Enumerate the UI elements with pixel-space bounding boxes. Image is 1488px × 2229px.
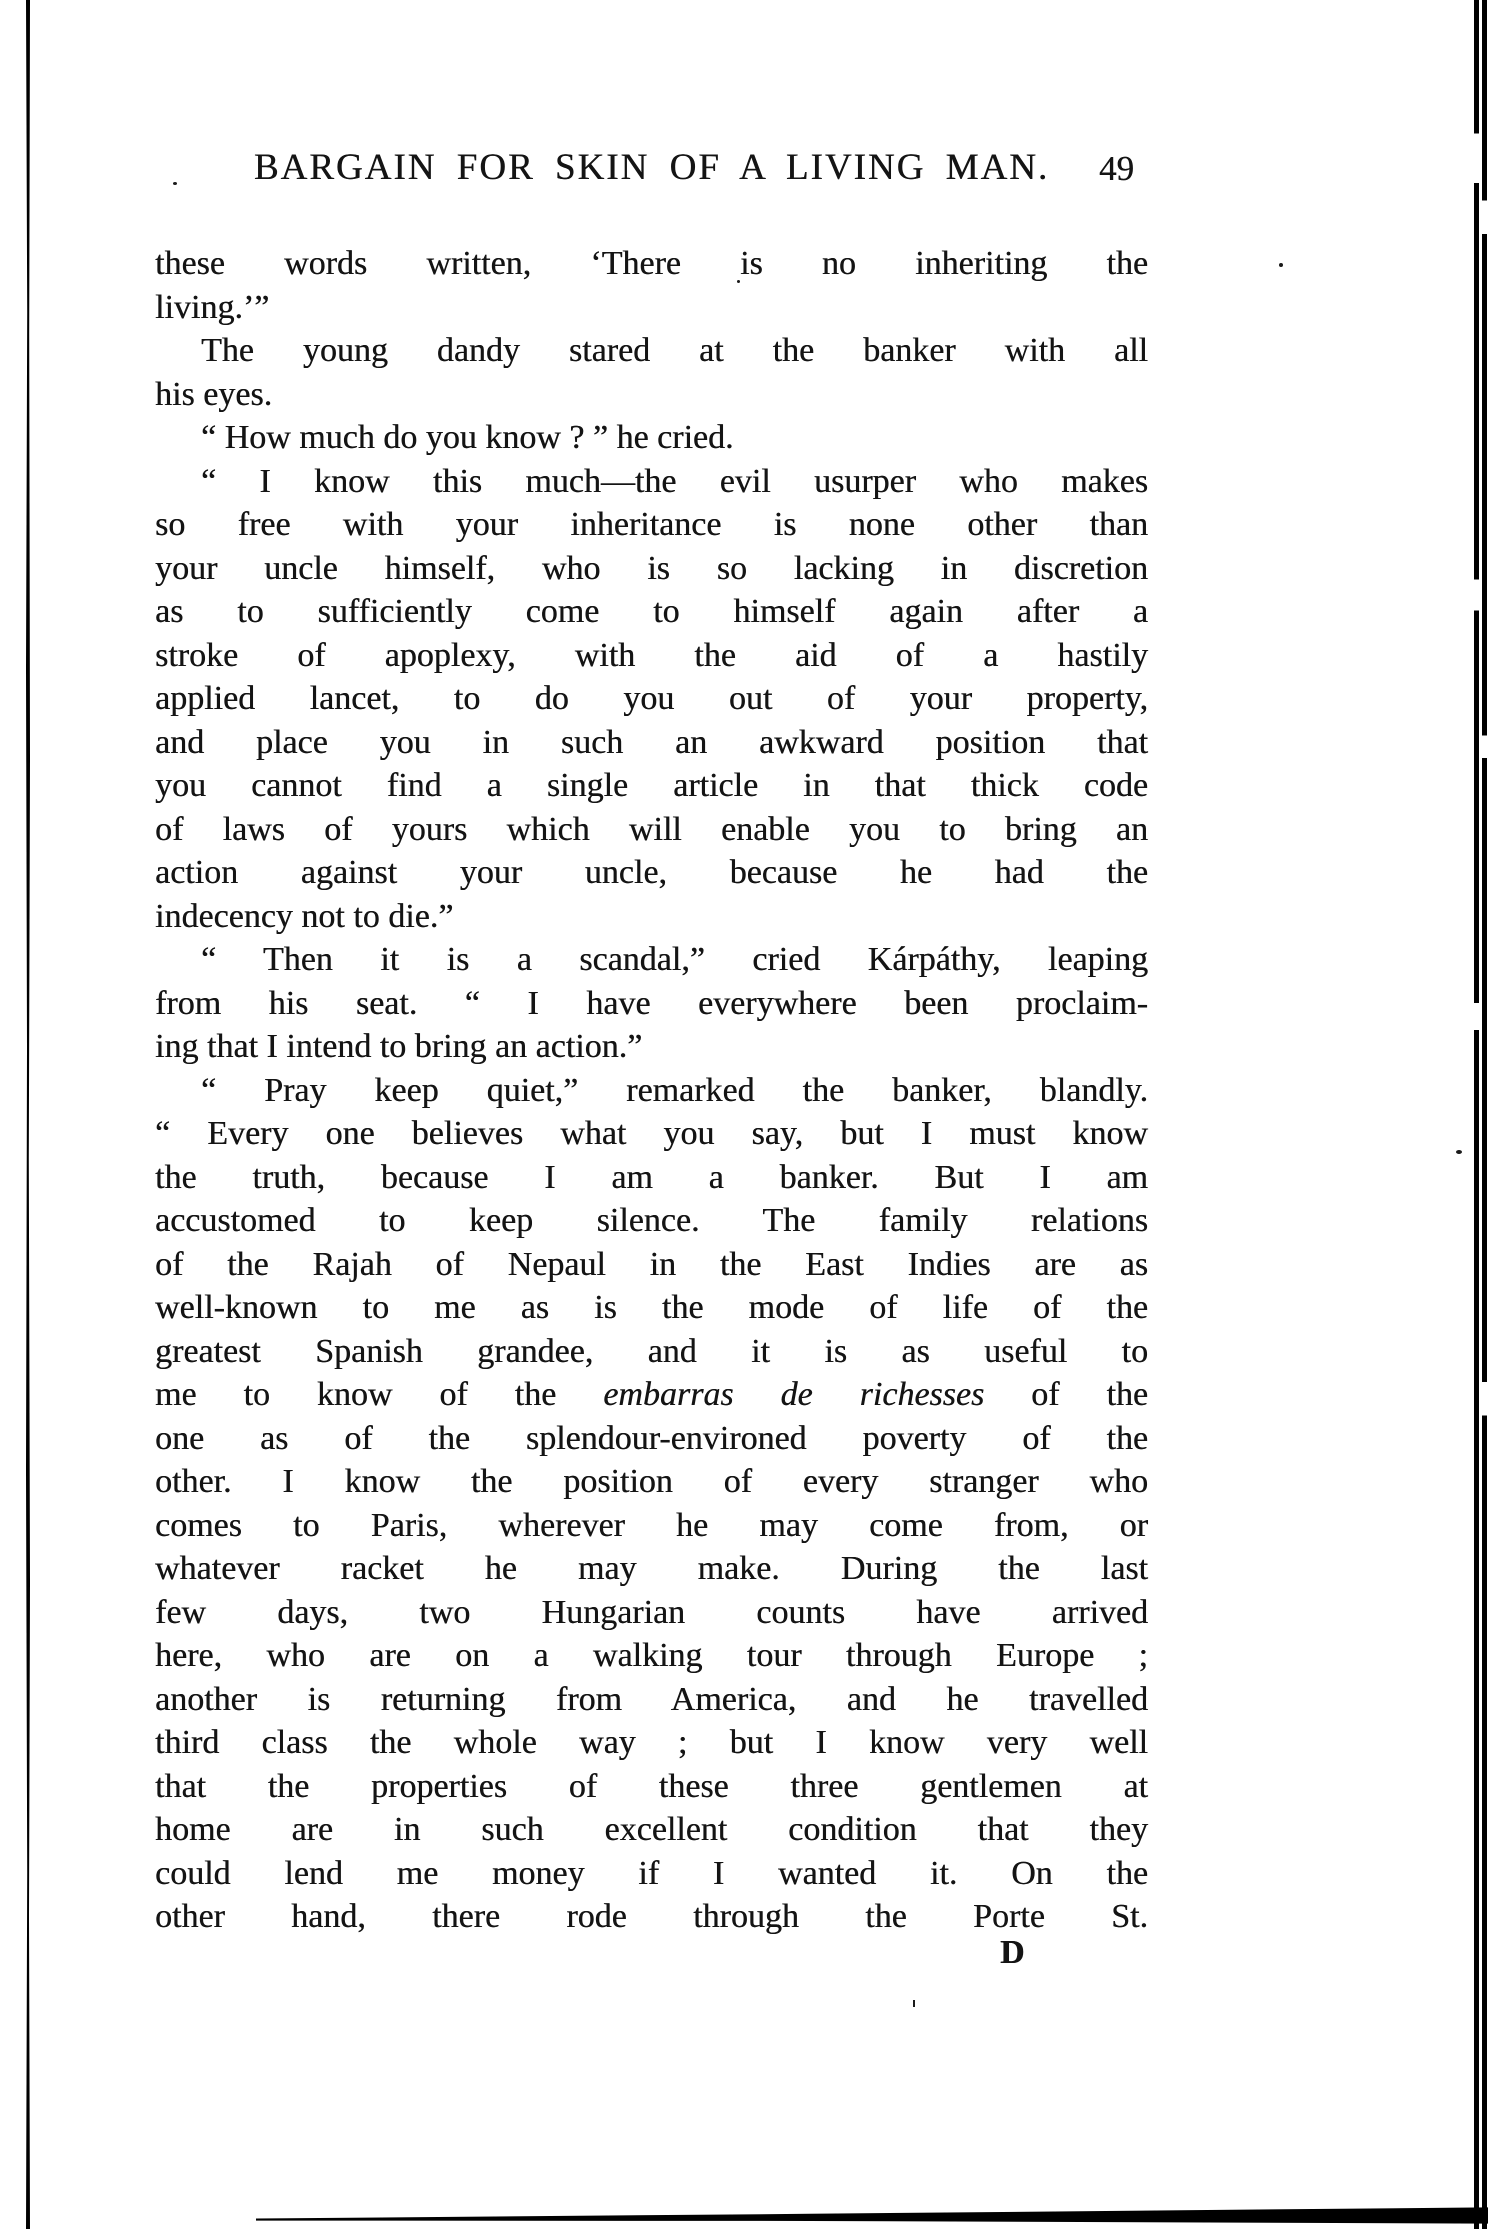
scan-speck [1456,1150,1462,1154]
text-line: well-known to me as is the mode of life of the [155,1289,1148,1326]
text-line: applied lancet, to do you out of your property, [155,680,1148,717]
page-title: BARGAIN FOR SKIN OF A LIVING MAN. [253,147,1050,188]
scan-edge-left [26,0,30,2229]
text-line: greatest Spanish grandee, and it is as useful to [155,1332,1148,1370]
text-line: that the properties of these three gentlemen at [155,1767,1148,1805]
text-line: “ Pray keep quiet,” remarked the banker, blandly. [201,1071,1148,1109]
text-line: me to know of the embarras de richesses of the [155,1376,1149,1413]
scan-speck [913,2000,915,2007]
text-line: accustomed to keep silence. The family relations [155,1202,1148,1239]
text-line: of laws of yours which will enable you to bring an [155,810,1148,848]
text-line: ing that I intend to bring an action.” [155,1028,643,1065]
text-line: indecency not to die.” [155,897,454,935]
text-line: other hand, there rode through the Porte St. [155,1898,1148,1935]
text-line: comes to Paris, wherever he may come from, or [155,1506,1148,1544]
text-line: home are in such excellent condition that they [155,1811,1148,1848]
text-line: could lend me money if I wanted it. On the [155,1854,1148,1892]
text-line: here, who are on a walking tour through Europe ; [155,1637,1148,1674]
text-line: action against your uncle, because he had the [155,854,1148,891]
text-line: from his seat. “ I have everywhere been proclaim- [155,984,1148,1022]
text-line: these words written, ‘There is no inheriting the [155,245,1148,282]
text-line: other. I know the position of every stranger who [155,1463,1148,1500]
text-line: “ Every one believes what you say, but I must know [155,1115,1148,1152]
text-line: “ I know this much—the evil usurper who makes [201,462,1148,500]
scan-edge-right-inner [1482,0,1487,2229]
text-line: you cannot find a single article in that thick code [155,767,1148,804]
text-line: whatever racket he may make. During the last [155,1550,1148,1587]
text-line: and place you in such an awkward position that [155,723,1148,761]
scan-speck [1279,263,1283,267]
text-line: few days, two Hungarian counts have arrived [155,1593,1148,1631]
text-line: your uncle himself, who is so lacking in discretion [155,549,1148,587]
text-line: “ Then it is a scandal,” cried Kárpáthy, leaping [201,941,1148,978]
text-line: “ How much do you know ? ” he cried. [201,419,734,456]
text-line: his eyes. [155,375,273,413]
scan-bottom-rule [256,2207,1488,2224]
text-line: stroke of apoplexy, with the aid of a hastily [155,636,1148,674]
scan-edge-right-outer [1474,0,1479,2229]
text-line: as to sufficiently come to himself again after a [155,593,1148,630]
running-header [155,146,1148,192]
text-line: living.’” [155,288,270,326]
page-text [155,242,1148,1939]
text-line: one as of the splendour-environed poverty of the [155,1419,1148,1457]
text-line: the truth, because I am a banker. But I am [155,1158,1148,1196]
text-line: another is returning from America, and he travelled [155,1680,1148,1718]
page-number: 49 [1099,149,1134,188]
text-line: The young dandy stared at the banker with all [201,332,1148,369]
text-line: so free with your inheritance is none other than [155,506,1148,543]
text-line: of the Rajah of Nepaul in the East Indies are as [155,1245,1148,1283]
signature-mark: D [1000,1934,1026,1971]
text-line: third class the whole way ; but I know very well [155,1724,1148,1761]
